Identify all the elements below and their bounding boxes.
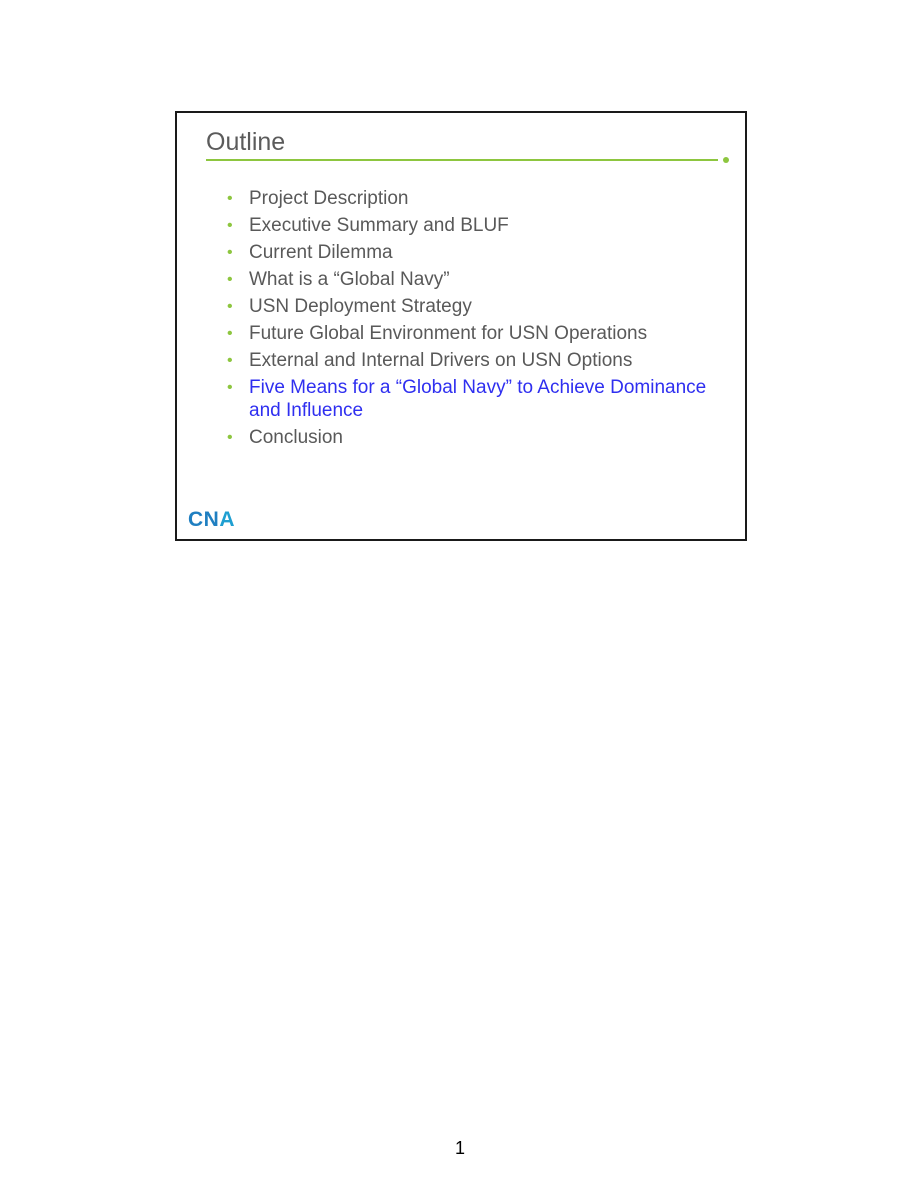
outline-item-text: USN Deployment Strategy <box>249 296 472 317</box>
bullet-icon: • <box>227 244 233 261</box>
bullet-icon: • <box>227 190 233 207</box>
outline-item-text: Current Dilemma <box>249 242 393 263</box>
bullet-icon: • <box>227 271 233 288</box>
outline-item <box>227 268 727 291</box>
outline-item <box>227 187 727 210</box>
outline-item-highlighted <box>227 376 727 422</box>
outline-list <box>227 187 727 453</box>
outline-item <box>227 214 727 237</box>
title-underline <box>206 159 718 161</box>
outline-item <box>227 426 727 449</box>
outline-item-text: Executive Summary and BLUF <box>249 215 509 236</box>
logo-text-a: A <box>219 508 236 531</box>
page-number: 1 <box>454 1138 465 1158</box>
slide-title: Outline <box>206 128 286 156</box>
outline-item-text: Five Means for a “Global Navy” to Achieve Dominance and Influence <box>249 377 707 421</box>
outline-item-text: What is a “Global Navy” <box>249 269 450 290</box>
outline-item-text: External and Internal Drivers on USN Options <box>249 350 633 371</box>
cna-logo <box>188 509 235 530</box>
logo-text-cn: CN <box>188 508 220 531</box>
outline-item-text: Conclusion <box>249 427 343 448</box>
bullet-icon: • <box>227 298 233 315</box>
slide-frame <box>175 111 747 541</box>
bullet-icon: • <box>227 429 233 446</box>
bullet-icon: • <box>227 352 233 369</box>
bullet-icon: • <box>227 379 233 396</box>
bullet-icon: • <box>227 217 233 234</box>
outline-item <box>227 349 727 372</box>
outline-item <box>227 241 727 264</box>
bullet-icon: • <box>227 325 233 342</box>
outline-item-text: Project Description <box>249 188 409 209</box>
underline-dot <box>723 157 729 163</box>
outline-item <box>227 322 727 345</box>
outline-item-text: Future Global Environment for USN Operations <box>249 323 648 344</box>
outline-item <box>227 295 727 318</box>
